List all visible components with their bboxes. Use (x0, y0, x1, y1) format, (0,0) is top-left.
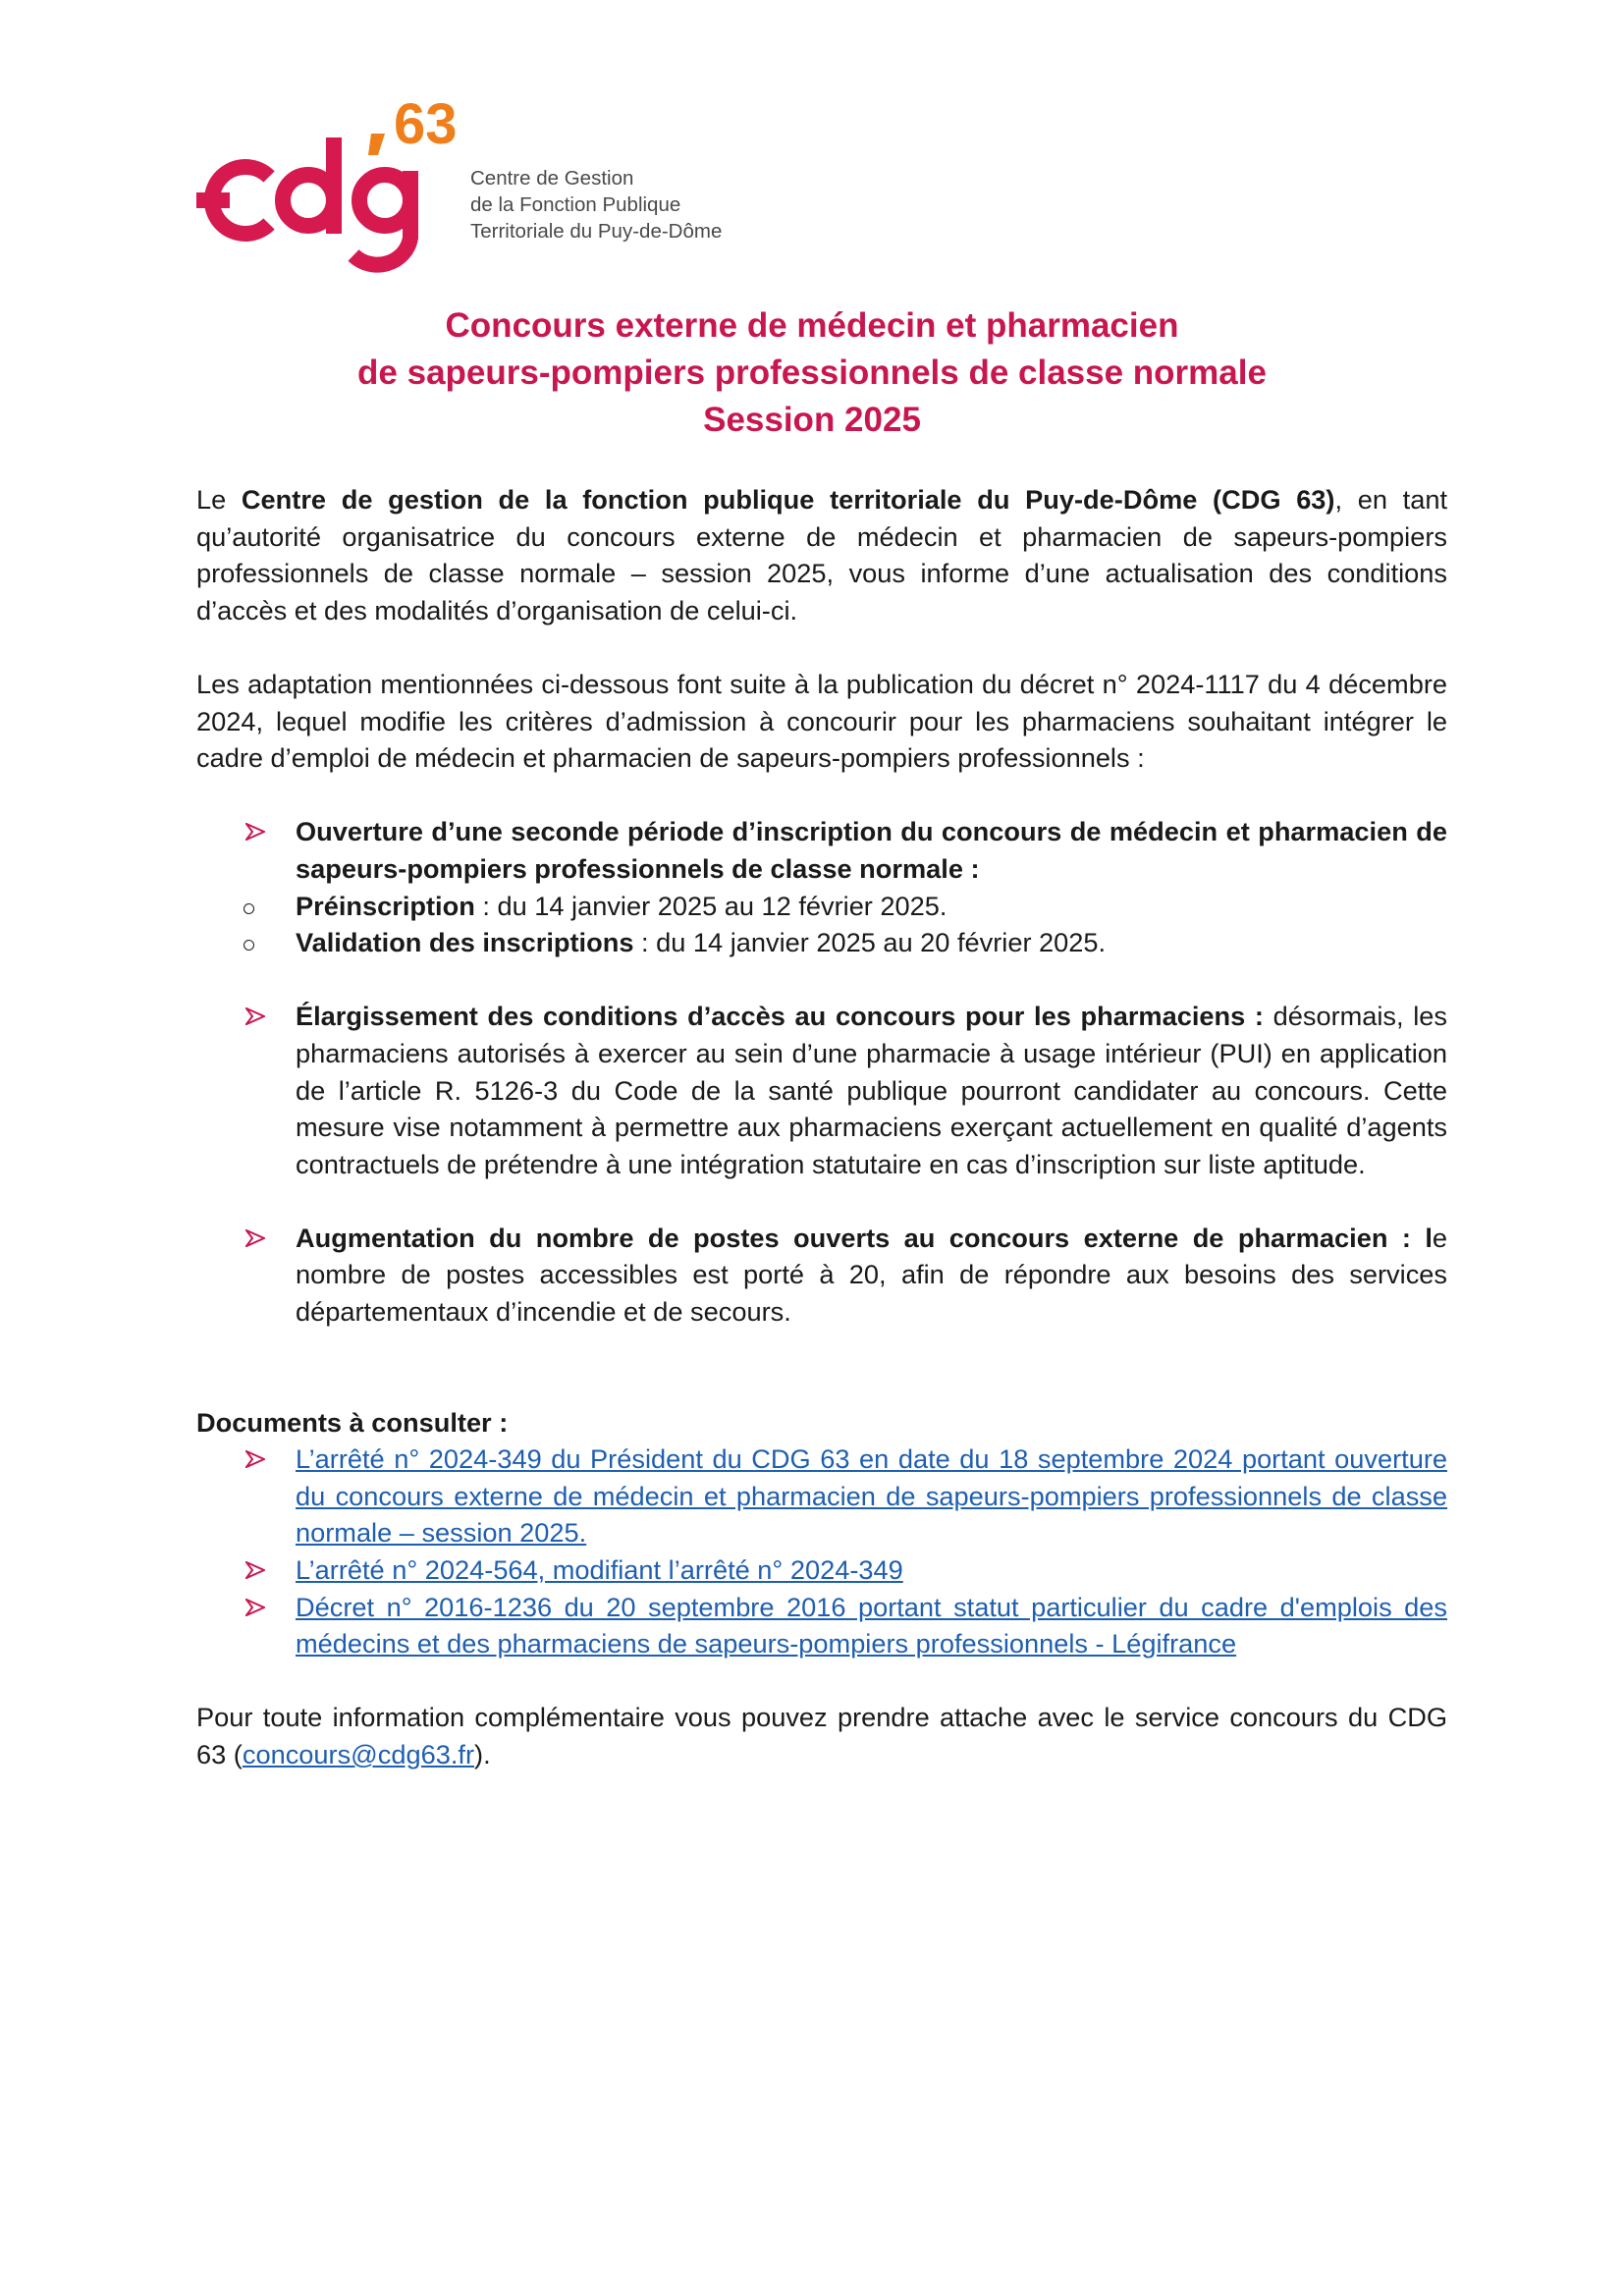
bullet-title: Élargissement des conditions d’accès au concours pour les pharmaciens : (296, 1001, 1264, 1032)
bullet-item (196, 1220, 1447, 1331)
closing-suffix: ). (474, 1739, 491, 1769)
arrow-bullet-icon (245, 1450, 265, 1468)
document-link-item (196, 1441, 1447, 1551)
logo-tagline-line: Centre de Gestion (470, 167, 634, 190)
intro-prefix: Le (196, 484, 242, 515)
bullet-text: désormais, les pharmaciens autorisés à exercer au sein d’une pharmacie à usage intérieur (PUI) en application de l’article R. 5126-3 du Code de la santé publique pourront candidater au concours. Cette mesure vise notamment à permettre aux pharmaciens exerçant actuellement en qualité d’agents contractuels de prétendre à une intégration statutaire en cas d’inscription sur liste aptitude. (296, 1001, 1447, 1179)
logo-number: 63 (394, 92, 458, 156)
bullet-item (196, 813, 1447, 887)
intro-paragraph (196, 481, 1447, 628)
logo-tagline (470, 165, 722, 245)
sub-item-text: : du 14 janvier 2025 au 12 février 2025. (474, 890, 947, 921)
bullet-text: e nombre de postes accessibles est porté à 20, afin de répondre aux besoins des services départementaux d’incendie et de secours. (296, 1222, 1447, 1328)
arrow-bullet-icon (245, 1599, 265, 1616)
cdg63-logo (192, 90, 742, 277)
intro-text: , en tant qu’autorité organisatrice du concours externe de médecin et pharmacien de sapeurs-pompiers professionnels de classe normale – session 2025, vous informe d’une actualisation des conditions d’accès et des modalités d’organisation de celui-ci. (196, 484, 1448, 626)
contact-email-link[interactable]: concours@cdg63.fr (242, 1739, 475, 1769)
title-line-1: Concours externe de médecin et pharmacien (445, 306, 1179, 345)
documents-heading: Documents à consulter : (196, 1406, 509, 1438)
bullet-title: Augmentation du nombre de postes ouverts au concours externe de pharmacien : l (296, 1222, 1433, 1253)
context-paragraph: Les adaptation mentionnées ci-dessous font suite à la publication du décret n° 2024-1117 du 4 décembre 2024, lequel modifie les critères d’admission à concourir pour les pharmaciens souhaitant intégrer le cadre d’emploi de médecin et pharmacien de sapeurs-pompiers professionnels : (196, 668, 1447, 774)
sub-item-text: : du 14 janvier 2025 au 20 février 2025. (633, 927, 1107, 958)
document-link-item (196, 1551, 1447, 1589)
document-link-decret-2016-1236[interactable]: Décret n° 2016-1236 du 20 septembre 2016 portant statut particulier du cadre d'emplois des médecins et des pharmaciens de sapeurs-pompiers professionnels - Légifrance (296, 1591, 1447, 1659)
document-link-arrete-2024-349[interactable]: L’arrêté n° 2024-349 du Président du CDG 63 en date du 18 septembre 2024 portant ouverture du concours externe de médecin et pharmacien de sapeurs-pompiers professionnels de classe normale – session 2025. (296, 1443, 1447, 1549)
cdg63-logo-mark (192, 90, 467, 277)
sub-item (196, 888, 1447, 925)
sub-item-label: Préinscription (296, 890, 475, 921)
arrow-bullet-icon (245, 1561, 265, 1579)
sub-item (196, 924, 1447, 961)
bullet-title: Ouverture d’une seconde période d’inscription du concours de médecin et pharmacien de sapeurs-pompiers professionnels de classe normale : (296, 816, 1447, 884)
sub-list (196, 888, 1447, 961)
bullet-item (196, 998, 1447, 1182)
circle-bullet-icon (244, 940, 254, 951)
arrow-bullet-icon (245, 823, 265, 841)
title-line-3: Session 2025 (703, 401, 921, 439)
sub-item-label: Validation des inscriptions (296, 927, 634, 958)
document-link-item (196, 1589, 1447, 1662)
arrow-bullet-icon (245, 1229, 265, 1247)
intro-organization: Centre de gestion de la fonction publique territoriale du Puy-de-Dôme (CDG 63) (241, 484, 1335, 515)
document-body (196, 481, 1447, 1800)
logo-tagline-line: de la Fonction Publique (470, 193, 681, 216)
title-line-2: de sapeurs-pompiers professionnels de classe normale (357, 354, 1267, 392)
document-link-arrete-2024-564[interactable]: L’arrêté n° 2024-564, modifiant l’arrêté n° 2024-349 (296, 1554, 903, 1586)
arrow-bullet-icon (245, 1007, 265, 1025)
logo-tagline-line: Territoriale du Puy-de-Dôme (470, 220, 723, 243)
closing-text: Pour toute information complémentaire vous pouvez prendre attache avec le service concours du CDG 63 ( (196, 1702, 1447, 1769)
document-title (0, 302, 1624, 444)
closing-paragraph (196, 1699, 1447, 1772)
circle-bullet-icon (244, 903, 254, 914)
